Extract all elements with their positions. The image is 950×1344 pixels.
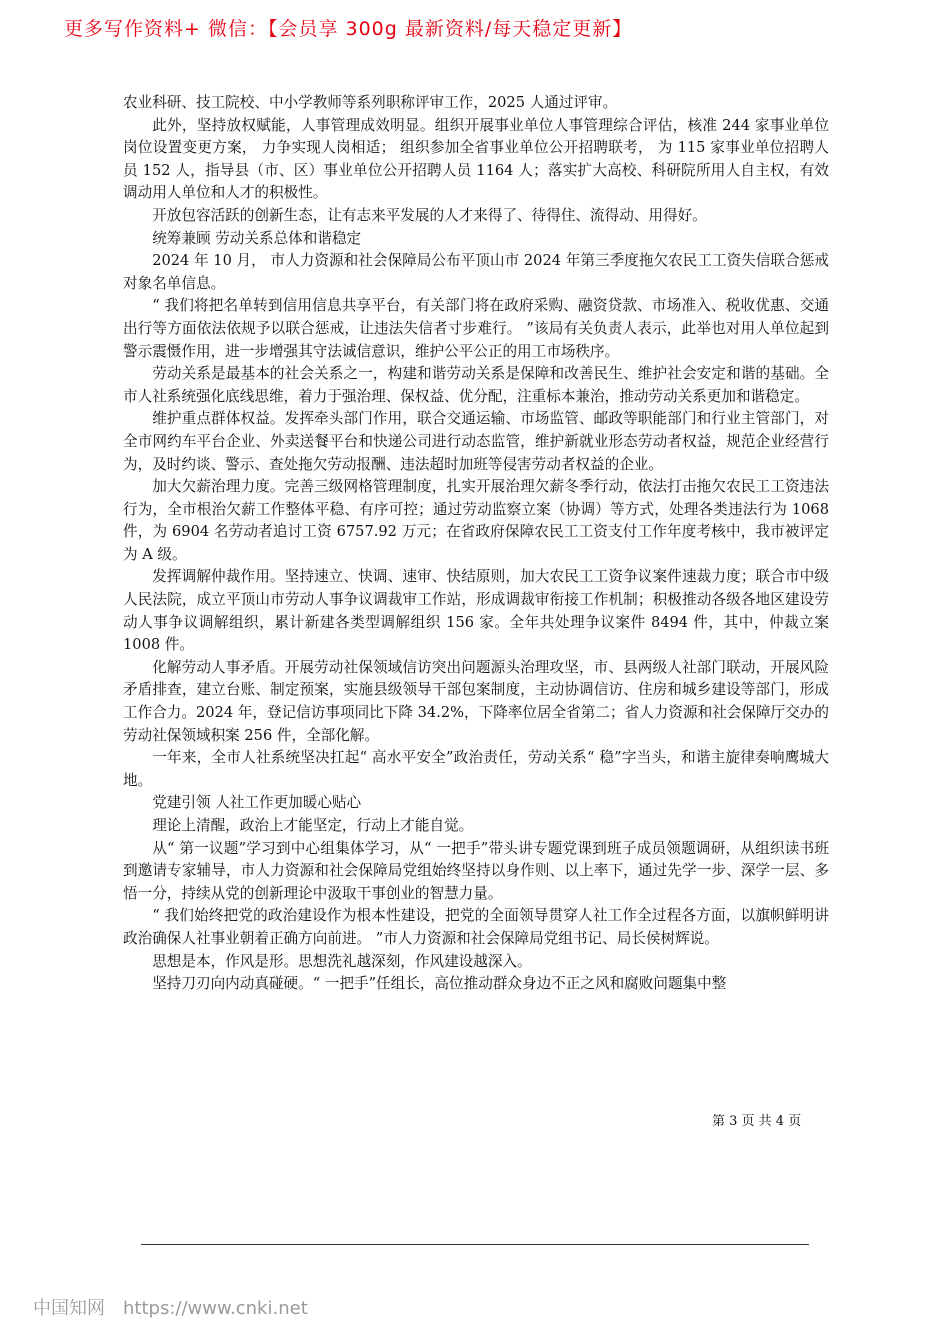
- watermark-name: 中国知网: [33, 1298, 105, 1319]
- section-heading: 统筹兼顾 劳动关系总体和谐稳定: [152, 229, 362, 247]
- paragraph: 理论上清醒，政治上才能坚定，行动上才能自觉。: [152, 817, 474, 834]
- paragraph: 一年来，全市人社系统坚决扛起“ 高水平安全”政治责任，劳动关系“ 稳”字当头，和谐主旋律奏响鹰城大地。: [123, 749, 829, 789]
- footer-divider: [141, 1244, 809, 1245]
- paragraph: 劳动关系是最基本的社会关系之一，构建和谐劳动关系是保障和改善民生、维护社会安定和谐的基础。全市人社系统强化底线思维，着力于强治理、保权益、优分配，注重标本兼治，推动劳动关系更加和谐稳定。: [123, 365, 829, 405]
- section-heading: 党建引领 人社工作更加暖心贴心: [152, 794, 362, 812]
- watermark-url: https://www.cnki.net: [123, 1298, 308, 1319]
- page-number: 第 3 页 共 4 页: [712, 1114, 802, 1129]
- paragraph: 化解劳动人事矛盾。开展劳动社保领域信访突出问题源头治理攻坚，市、县两级人社部门联动，开展风险矛盾排查，建立台账、制定预案，实施县级领导干部包案制度，主动协调信访、住房和城乡建设等部门，形成工作合力。2024 年，登记信访事项同比下降 34.2%，下降率位居全省第二；省人力资源和社会保障厅交办的劳动社保领域积案 256 件，全部化解。: [123, 658, 829, 744]
- paragraph: 2024 年 10 月， 市人力资源和社会保障局公布平顶山市 2024 年第三季度拖欠农民工工资失信联合惩戒对象名单信息。: [123, 252, 829, 292]
- document-body: [123, 92, 829, 996]
- paragraph: “ 我们始终把党的政治建设作为根本性建设，把党的全面领导贯穿人社工作全过程各方面，以旗帜鲜明讲政治确保人社事业朝着正确方向前进。 ”市人力资源和社会保障局党组书记、局长侯树辉说。: [123, 907, 829, 947]
- paragraph: 从“ 第一议题”学习到中心组集体学习，从“ 一把手”带头讲专题党课到班子成员领题调研，从组织读书班到邀请专家辅导，市人力资源和社会保障局党组始终坚持以身作则、以上率下，通过先学一步、深学一层、多悟一分，持续从党的创新理论中汲取干事创业的智慧力量。: [123, 839, 829, 902]
- paragraph: 农业科研、技工院校、中小学教师等系列职称评审工作，2025 人通过评审。: [123, 94, 618, 111]
- paragraph: 坚持刀刃向内动真碰硬。“ 一把手”任组长，高位推动群众身边不正之风和腐败问题集中整: [152, 975, 727, 993]
- promo-banner: 更多写作资料+ 微信：【会员享 300g 最新资料/每天稳定更新】: [64, 18, 633, 40]
- paragraph: 加大欠薪治理力度。完善三级网格管理制度，扎实开展治理欠薪冬季行动，依法打击拖欠农民工工资违法行为，全市根治欠薪工作整体平稳、有序可控；通过劳动监察立案（协调）等方式，处理各类违法行为 1068 件，为 6904 名劳动者追讨工资 6757.92 万元；在省政府保障农民工工资支付工作年度考核中，我市被评定为 A 级。: [123, 478, 829, 563]
- paragraph: 思想是本，作风是形。思想洗礼越深刻，作风建设越深入。: [152, 952, 532, 970]
- paragraph: 发挥调解仲裁作用。坚持速立、快调、速审、快结原则，加大农民工工资争议案件速裁力度；联合市中级人民法院，成立平顶山市劳动人事争议调裁审工作站，形成调裁审衔接工作机制；积极推动各级各地区建设劳动人事争议调解组织，累计新建各类型调解组织 156 家。全年共处理争议案件 8494 件，其中，仲裁立案 1008 件。: [123, 568, 829, 654]
- paragraph: 此外，坚持放权赋能，人事管理成效明显。组织开展事业单位人事管理综合评估，核准 244 家事业单位岗位设置变更方案， 力争实现人岗相适； 组织参加全省事业单位公开招聘联考， 为 115 家事业单位招聘人员 152 人，指导县（市、区）事业单位公开招聘人员 1164 人；落实扩大高校、科研院所用人自主权，有效调动用人单位和人才的积极性。: [123, 116, 829, 202]
- paragraph: 开放包容活跃的创新生态，让有志来平发展的人才来得了、待得住、流得动、用得好。: [152, 206, 707, 224]
- paragraph: 维护重点群体权益。发挥牵头部门作用，联合交通运输、市场监管、邮政等职能部门和行业主管部门，对全市网约车平台企业、外卖送餐平台和快递公司进行动态监管，维护新就业形态劳动者权益，规范企业经营行为，及时约谈、警示、查处拖欠劳动报酬、违法超时加班等侵害劳动者权益的企业。: [123, 410, 829, 473]
- paragraph: “ 我们将把名单转到信用信息共享平台，有关部门将在政府采购、融资贷款、市场准入、税收优惠、交通出行等方面依法依规予以联合惩戒，让违法失信者寸步难行。 ”该局有关负责人表示，此举也对用人单位起到警示震慑作用，进一步增强其守法诚信意识，维护公平公正的用工市场秩序。: [123, 297, 829, 360]
- watermark: [33, 1294, 308, 1320]
